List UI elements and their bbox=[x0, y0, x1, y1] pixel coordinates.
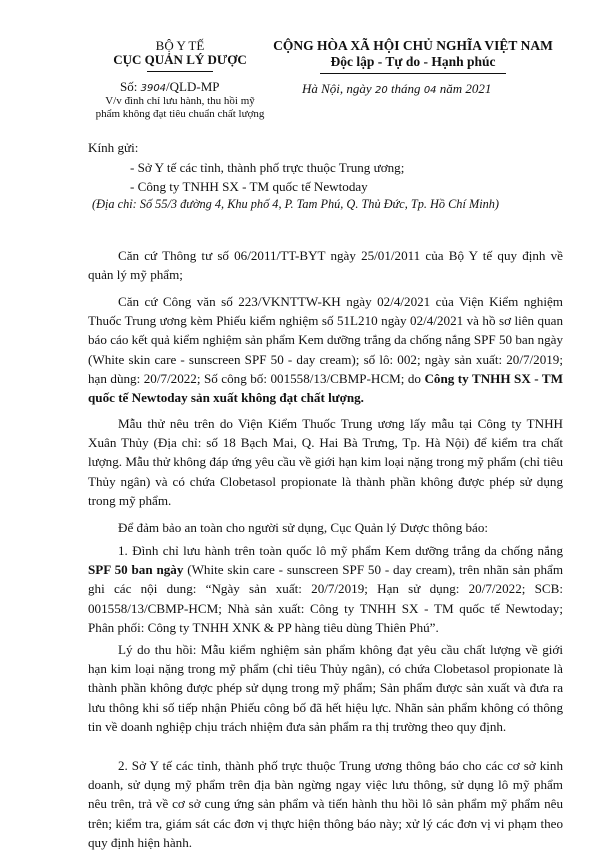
paragraph-announcement: Để đảm bảo an toàn cho người sử dụng, Cục Quản lý Dược thông báo: bbox=[118, 520, 489, 535]
manufacturer-name: Công ty TNHH SX - TM quốc tế Newtoday sản xuất không đạt chất lượng. bbox=[88, 370, 563, 406]
date-day: 20 bbox=[374, 85, 388, 96]
recipient-address: (Địa chỉ: Số 55/3 đường 4, Khu phố 4, P. Tam Phú, Q. Thủ Đức, Tp. Hồ Chí Minh) bbox=[92, 197, 499, 211]
recipients-label: Kính gửi: bbox=[88, 140, 139, 155]
paragraph-legal-basis-1: Căn cứ Thông tư số 06/2011/TT-BYT ngày 25/01/2011 của Bộ Y tế quy định về quản lý mỹ phẩm; bbox=[88, 248, 563, 283]
motto: Độc lập - Tự do - Hạnh phúc bbox=[330, 54, 496, 69]
suspension-text-1: 1. Đình chỉ lưu hành trên toàn quốc lô mỹ phẩm Kem dưỡng trắng da chống nắng bbox=[118, 543, 563, 558]
paragraph-recall-reason: Lý do thu hồi: Mẫu kiểm nghiệm sản phẩm không đạt yêu cầu chất lượng về giới hạn kim loại nặng trong mỹ phẩm (chỉ tiêu Thủy ngân), có chứa Clobetasol propionate là thành phần không được phép sử dụng trong mỹ phẩm; Sản phẩm được sản xuất và đưa ra lưu thông khi số tiếp nhận Phiếu công bố đã hết hiệu lực. Nhãn sản phẩm không có thông tin về doanh nghiệp chịu trách nhiệm đưa sản phẩm ra thị trường theo quy định. bbox=[88, 642, 563, 734]
paragraph-health-departments: 2. Sở Y tế các tỉnh, thành phố trực thuộc Trung ương thông báo cho các cơ sở kinh doanh, sử dụng mỹ phẩm trên địa bàn ngừng ngay việc lưu thông, sử dụng lô mỹ phẩm nêu trên, trả về cơ sở cung ứng sản phẩm và tiến hành thu hồi lô sản phẩm mỹ phẩm nêu trên; kiểm tra, giám sát các đơn vị thực hiện thông báo này; xử lý các đơn vị vi phạm theo quy định hiện hành. bbox=[88, 758, 563, 850]
document-number bbox=[120, 79, 220, 95]
product-name-bold: SPF 50 ban ngày bbox=[88, 562, 184, 578]
motto-underline bbox=[320, 73, 506, 74]
paragraph-legal-basis-2-text: Căn cứ Công văn số 223/VKNTTW-KH ngày 02/4/2021 của Viện Kiểm nghiệm Thuốc Trung ương kèm Phiếu kiểm nghiệm số 51L210 ngày 02/4/2021 và hồ sơ liên quan báo cáo kết quả kiểm nghiệm sản phẩm Kem dưỡng trắng da chống nắng SPF 50 ban ngày (White skin care - sunscreen SPF 50 - day cream); số lô: 002; ngày sản xuất: 20/7/2019; hạn dùng: 20/7/2022; Số công bố: 001558/13/CBMP-HCM; do bbox=[88, 294, 563, 386]
issue-date bbox=[302, 81, 491, 97]
ministry-name: BỘ Y TẾ bbox=[155, 38, 205, 53]
paragraph-legal-basis-2 bbox=[88, 292, 563, 407]
subject-line-1: V/v đình chỉ lưu hành, thu hồi mỹ bbox=[105, 95, 255, 107]
paragraph-suspension bbox=[88, 541, 563, 637]
number-prefix: Số: bbox=[120, 79, 138, 94]
department-underline bbox=[147, 71, 213, 72]
number-suffix: /QLD-MP bbox=[166, 79, 220, 94]
date-part-1: Hà Nội, ngày bbox=[302, 81, 372, 96]
number-value: 3904 bbox=[140, 83, 167, 94]
recipient-line-1: - Sở Y tế các tỉnh, thành phố trực thuộc Trung ương; bbox=[130, 160, 405, 175]
date-part-2: tháng bbox=[390, 81, 421, 96]
recipient-line-2: - Công ty TNHH SX - TM quốc tế Newtoday bbox=[130, 179, 368, 194]
country-name: CỘNG HÒA XÃ HỘI CHỦ NGHĨA VIỆT NAM bbox=[273, 38, 553, 53]
paragraph-sample-info: Mẫu thử nêu trên do Viện Kiểm Thuốc Trung ương lấy mẫu tại Công ty TNHH Xuân Thủy (Địa chỉ: số 18 Bạch Mai, Q. Hai Bà Trưng, Tp. Hà Nội) để kiểm tra chất lượng. Mẫu thử không đáp ứng yêu cầu về giới hạn kim loại nặng trong mỹ phẩm (chỉ tiêu Thủy ngân) và có chứa Clobetasol propionate là thành phần không được phép sử dụng trong mỹ phẩm. bbox=[88, 416, 563, 508]
subject-line-2: phẩm không đạt tiêu chuẩn chất lượng bbox=[95, 108, 265, 120]
department-name: CỤC QUẢN LÝ DƯỢC bbox=[113, 52, 247, 67]
date-part-3: năm 2021 bbox=[439, 81, 492, 96]
suspension-text-2: (White skin care - sunscreen SPF 50 - day cream), trên nhãn sản phẩm ghi các nội dung: “Ngày sản xuất: 20/7/2019; Hạn sử dụng: 20/7/2022; SCB: 001558/13/CBMP-HCM; Nhà sản xuất: Công ty TNHH SX - TM quốc tế Newtoday; Phân phối: Công ty TNHH XNK & PP hàng tiêu dùng Thiên Phú”. bbox=[88, 562, 563, 635]
date-month: 04 bbox=[423, 85, 437, 96]
